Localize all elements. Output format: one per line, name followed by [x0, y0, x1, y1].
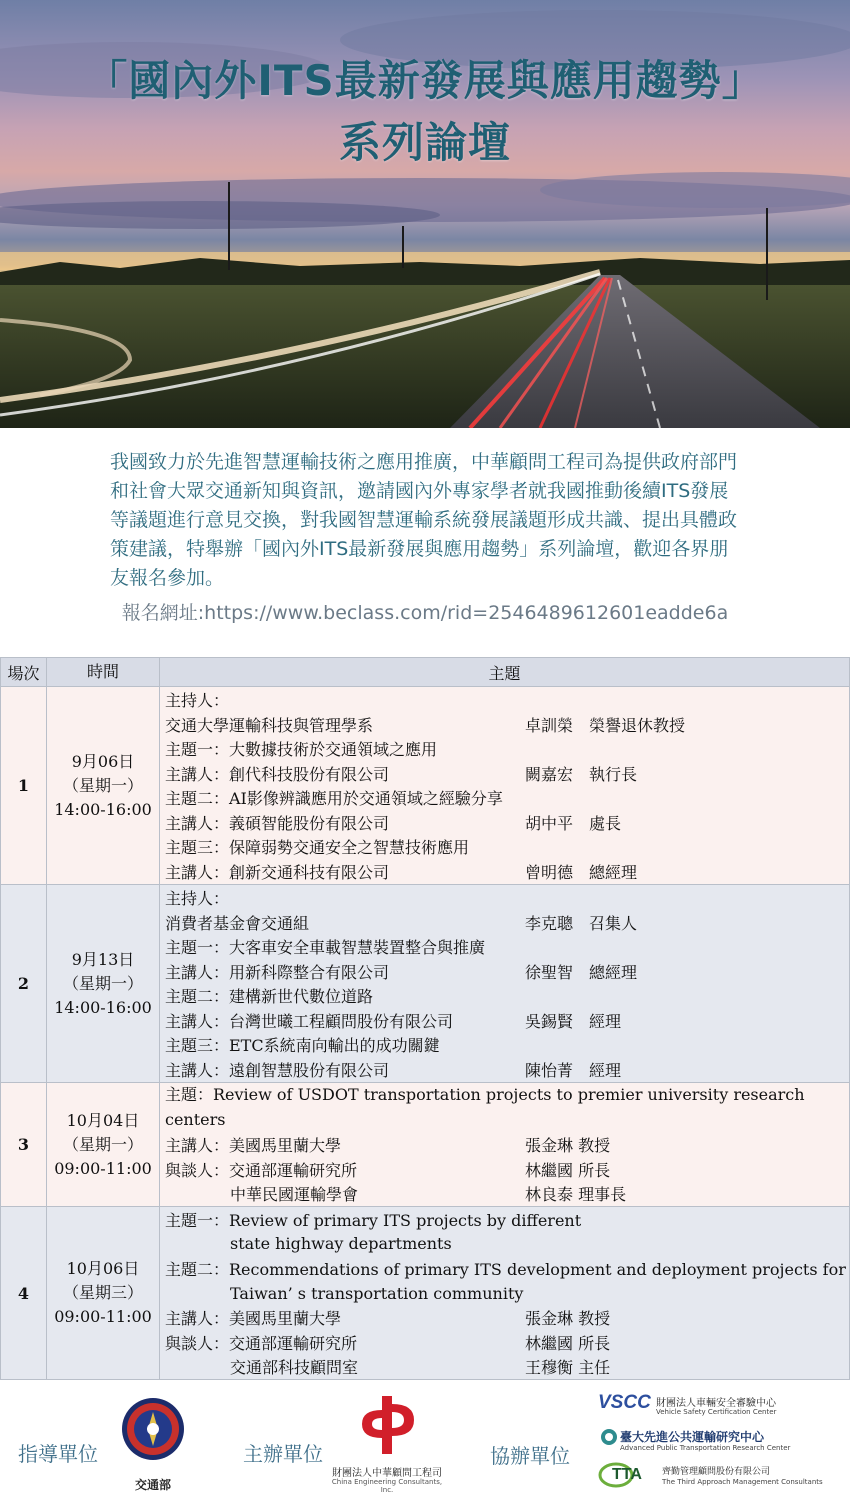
- session-number: 2: [1, 885, 47, 1083]
- session-time: 09:00-11:00: [54, 1158, 152, 1178]
- table-row-session-3: [1, 1083, 850, 1207]
- session-time: 14:00-16:00: [54, 799, 152, 819]
- session-date: 9月13日: [71, 949, 135, 969]
- topic-line: 消費者基金會交通組 李克聰 召集人: [165, 913, 638, 933]
- topic-line: 主持人：: [165, 888, 230, 908]
- tta-mark: TTA: [612, 1466, 642, 1483]
- topic-line: 主持人：: [165, 690, 230, 710]
- host-org-english: China Engineering Consultants, Inc.: [331, 1478, 443, 1494]
- topic-line: 主題二：建構新世代數位道路: [165, 987, 374, 1007]
- ntu-center-name: 臺大先進公共運輸研究中心: [620, 1430, 765, 1444]
- registration-link[interactable]: 報名網址:https://www.beclass.com/rid=2546489612601eadde6a: [121, 602, 729, 624]
- page-title-line2: 系列論壇: [338, 118, 511, 167]
- topic-line: 主題一：大客車安全車載智慧裝置整合與推廣: [165, 938, 486, 958]
- schedule-table: [0, 657, 850, 1380]
- intro-paragraph: [110, 448, 746, 593]
- session-time-cell: [47, 1083, 160, 1207]
- session-date: 9月06日: [71, 751, 135, 771]
- ceci-logo-icon: [358, 1392, 416, 1458]
- session-weekday: （星期三）: [62, 1283, 143, 1303]
- footer-organizers: [0, 1378, 850, 1500]
- header-session: 場次: [1, 658, 47, 687]
- topic-line: 主講人：用新科際整合有限公司 徐聖智 總經理: [165, 962, 638, 982]
- guide-label: 指導單位: [18, 1442, 98, 1466]
- vscc-logo-icon: VSCC: [598, 1392, 651, 1413]
- session-topic-cell: [160, 1207, 850, 1380]
- vscc-name: 財團法人車輛安全審驗中心: [656, 1398, 776, 1409]
- session-topic-cell: [160, 885, 850, 1083]
- topic-line: 主講人：創新交通科技有限公司 曾明德 總經理: [165, 863, 638, 883]
- hero-banner: [0, 0, 850, 428]
- topic-line: 與談人：交通部運輸研究所 林繼國 所長: [165, 1160, 611, 1180]
- session-number: 3: [1, 1083, 47, 1207]
- header-topic: 主題: [160, 658, 850, 687]
- topic-line: 主題二：Recommendations of primary ITS development and deployment projects for: [165, 1259, 846, 1279]
- table-row-session-2: [1, 885, 850, 1083]
- table-row-session-1: [1, 687, 850, 885]
- topic-title: 主題：Review of USDOT transportation projects to premier university research centers: [165, 1085, 805, 1129]
- topic-line: 主題一：Review of primary ITS projects by different: [165, 1210, 582, 1230]
- page-title-line1: 「國內外ITS最新發展與應用趨勢」: [85, 56, 765, 105]
- topic-line: 中華民國運輸學會 林良泰 理事長: [230, 1185, 627, 1205]
- topic-line: 交通大學運輸科技與管理學系 卓訓榮 榮譽退休教授: [165, 715, 686, 735]
- co-organizer-label: 協辦單位: [490, 1444, 570, 1468]
- topic-line: 主題三：ETC系統南向輸出的成功關鍵: [165, 1036, 440, 1056]
- topic-line: 主題二：AI影像辨識應用於交通領域之經驗分享: [165, 789, 503, 809]
- guide-org-name: 交通部: [134, 1478, 171, 1492]
- topic-line: 交通部科技顧問室 王穆衡 主任: [230, 1358, 611, 1378]
- tta-name: 齊勤管理顧問股份有限公司: [662, 1467, 771, 1477]
- topic-line: state highway departments: [230, 1234, 452, 1254]
- topic-line: 與談人：交通部運輸研究所 林繼國 所長: [165, 1333, 611, 1353]
- tta-english: The Third Approach Management Consultants: [662, 1478, 823, 1486]
- topic-line: 主題三：保障弱勢交通安全之智慧技術應用: [165, 838, 470, 858]
- session-topic-cell: [160, 687, 850, 885]
- host-label: 主辦單位: [243, 1442, 323, 1466]
- table-header-row: [1, 658, 850, 687]
- session-time-cell: [47, 687, 160, 885]
- session-weekday: （星期一）: [62, 973, 143, 993]
- session-time-cell: [47, 1207, 160, 1380]
- topic-line: 主講人：義碩智能股份有限公司 胡中平 處長: [165, 813, 622, 833]
- topic-line: 主講人：美國馬里蘭大學 張金琳 教授: [165, 1136, 611, 1155]
- session-date: 10月06日: [66, 1259, 140, 1279]
- session-number: 1: [1, 687, 47, 885]
- session-date: 10月04日: [66, 1110, 140, 1130]
- topic-line: 主講人：創代科技股份有限公司 闕嘉宏 執行長: [165, 764, 638, 784]
- vscc-english: Vehicle Safety Certification Center: [656, 1408, 777, 1416]
- table-row-session-4: [1, 1207, 850, 1380]
- topic-line: Taiwan’ s transportation community: [230, 1283, 524, 1303]
- motc-emblem-icon: [120, 1396, 186, 1462]
- session-time: 09:00-11:00: [54, 1307, 152, 1327]
- topic-line: 主講人：台灣世曦工程顧問股份有限公司 吳錫賢 經理: [165, 1011, 622, 1031]
- topic-line: 主題一：大數據技術於交通領域之應用: [165, 740, 438, 760]
- host-org-name: 財團法人中華顧問工程司: [332, 1468, 442, 1479]
- session-weekday: （星期一）: [62, 1134, 143, 1154]
- topic-line: 主講人：美國馬里蘭大學 張金琳 教授: [165, 1309, 611, 1329]
- ntu-center-english: Advanced Public Transportation Research Center: [620, 1444, 791, 1452]
- session-time: 14:00-16:00: [54, 997, 152, 1017]
- header-time: 時間: [47, 658, 160, 687]
- session-number: 4: [1, 1207, 47, 1380]
- intro-text: 我國致力於先進智慧運輸技術之應用推廣，中華顧問工程司為提供政府部門和社會大眾交通新知與資訊，邀請國內外專家學者就我國推動後續ITS發展等議題進行意見交換，對我國智慧運輸系統發展議題形成共識、提出具體政策建議，特舉辦「國內外ITS最新發展與應用趨勢」系列論壇，歡迎各界朋友報名參加。: [110, 451, 738, 589]
- topic-line: 主講人：遠創智慧股份有限公司 陳怡菁 經理: [165, 1061, 622, 1081]
- session-weekday: （星期一）: [62, 775, 143, 795]
- session-topic-cell: [160, 1083, 850, 1207]
- ntu-center-logo-icon: [600, 1428, 618, 1446]
- session-time-cell: [47, 885, 160, 1083]
